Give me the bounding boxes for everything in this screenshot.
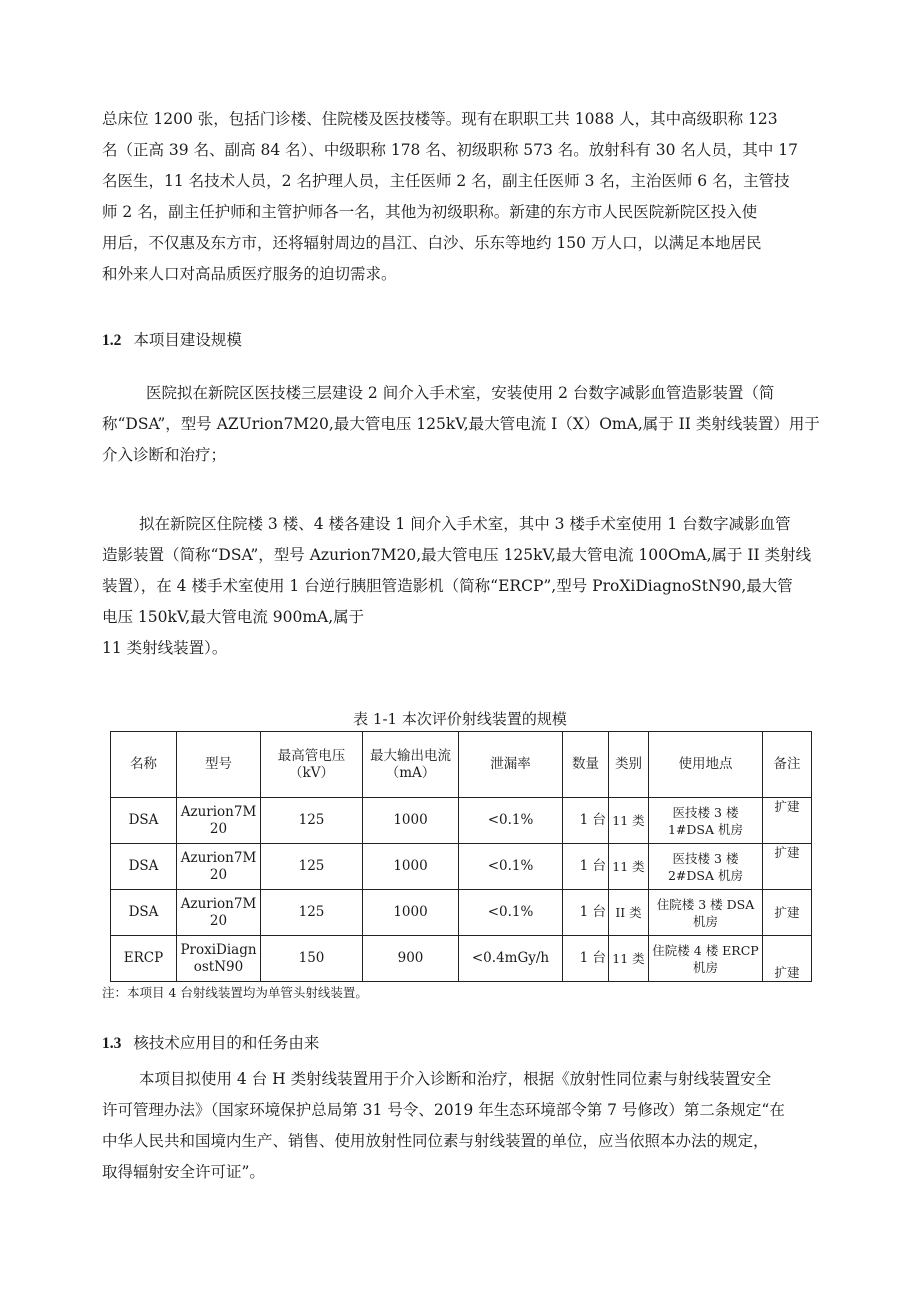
cell-model: Azurion7M20 (177, 798, 261, 844)
cell-current: 1000 (363, 798, 459, 844)
cell-name: ERCP (111, 936, 177, 982)
cell-name: DSA (111, 890, 177, 936)
header-model: 型号 (177, 732, 261, 798)
paragraph-scale-2 (102, 509, 824, 664)
cell-location: 医技楼 3 楼 1#DSA 机房 (649, 798, 763, 844)
cell-remark: 扩建 (763, 890, 812, 936)
section-number: 1.2 (102, 332, 122, 349)
paragraph-line: 名（正高 39 名、副高 84 名）、中级职称 178 名、初级职称 573 名。放射科有 30 名人员，其中 17 (102, 141, 799, 159)
paragraph-line: 电压 150kV,最大管电流 900mA,属于 (102, 608, 365, 626)
table-row (111, 844, 812, 890)
header-voltage: 最高管电压（kV） (261, 732, 363, 798)
paragraph-line: 中华人民共和国境内生产、销售、使用放射性同位素与射线装置的单位，应当依照本办法的规定， (102, 1132, 769, 1150)
table-row (111, 936, 812, 982)
paragraph-line: 取得辐射安全许可证”。 (102, 1163, 265, 1181)
paragraph-line: 介入诊断和治疗； (102, 446, 227, 464)
section-title: 核技术应用目的和任务由来 (133, 1034, 320, 1052)
cell-voltage: 150 (261, 936, 363, 982)
cell-name: DSA (111, 798, 177, 844)
paragraph-line: 称“DSA”，型号 AZUrion7M20,最大管电压 125kV,最大管电流 I（X）OmA,属于 II 类射线装置）用于 (102, 415, 820, 433)
table-header-row (111, 732, 812, 798)
cell-voltage: 125 (261, 844, 363, 890)
paragraph-line: 师 2 名，副主任护师和主管护师各一名，其他为初级职称。新建的东方市人民医院新院区投入使 (102, 203, 758, 221)
cell-quantity: 1 台 (563, 890, 609, 936)
header-remark: 备注 (763, 732, 812, 798)
table-row (111, 890, 812, 936)
paragraph-line: 用后，不仅惠及东方市，还将辐射周边的昌江、白沙、乐东等地约 150 万人口，以满足本地居民 (102, 234, 762, 252)
cell-remark: 扩建 (763, 936, 812, 982)
cell-location: 住院楼 4 楼 ERCP 机房 (649, 936, 763, 982)
cell-category: 11 类 (609, 936, 649, 982)
header-current: 最大输出电流（mA） (363, 732, 459, 798)
paragraph-line: 总床位 1200 张，包括门诊楼、住院楼及医技楼等。现有在职职工共 1088 人，其中高级职称 123 (102, 110, 778, 128)
cell-remark: 扩建 (763, 844, 812, 890)
paragraph-line: 本项目拟使用 4 台 H 类射线装置用于介入诊断和治疗，根据《放射性同位素与射线装置安全 (139, 1070, 772, 1088)
cell-current: 900 (363, 936, 459, 982)
cell-voltage: 125 (261, 798, 363, 844)
paragraph-line: 拟在新院区住院楼 3 楼、4 楼各建设 1 间介入手术室，其中 3 楼手术室使用 1 台数字减影血管 (139, 515, 791, 533)
paragraph-line: 医院拟在新院区医技楼三层建设 2 间介入手术室，安装使用 2 台数字减影血管造影装置（简 (146, 384, 775, 402)
section-title: 本项目建设规模 (133, 331, 242, 349)
header-name: 名称 (111, 732, 177, 798)
paragraph-scale-1 (102, 378, 824, 471)
cell-location: 住院楼 3 楼 DSA 机房 (649, 890, 763, 936)
cell-name: DSA (111, 844, 177, 890)
cell-current: 1000 (363, 890, 459, 936)
cell-model: ProxiDiagnostN90 (177, 936, 261, 982)
cell-current: 1000 (363, 844, 459, 890)
cell-leakage: <0.4mGy/h (459, 936, 563, 982)
cell-category: 11 类 (609, 844, 649, 890)
cell-category: 11 类 (609, 798, 649, 844)
cell-model: Azurion7M20 (177, 890, 261, 936)
paragraph-purpose (102, 1064, 824, 1188)
table-row (111, 798, 812, 844)
cell-quantity: 1 台 (563, 798, 609, 844)
section-heading-1-3 (102, 1031, 319, 1053)
header-quantity: 数量 (563, 732, 609, 798)
table-note: 注：本项目 4 台射线装置均为单管头射线装置。 (102, 985, 368, 1000)
header-location: 使用地点 (649, 732, 763, 798)
paragraph-line: 装置），在 4 楼手术室使用 1 台逆行胰胆管造影机（简称“ERCP”,型号 ProXiDiagnoStN90,最大管 (102, 577, 793, 595)
section-number: 1.3 (102, 1035, 122, 1052)
paragraph-line: 和外来人口对高品质医疗服务的迫切需求。 (102, 265, 397, 283)
paragraph-intro (102, 104, 824, 290)
cell-leakage: <0.1% (459, 844, 563, 890)
cell-leakage: <0.1% (459, 798, 563, 844)
header-leakage: 泄漏率 (459, 732, 563, 798)
cell-remark: 扩建 (763, 798, 812, 844)
cell-voltage: 125 (261, 890, 363, 936)
cell-quantity: 1 台 (563, 844, 609, 890)
table-caption: 表 1-1 本次评价射线装置的规模 (353, 710, 567, 728)
paragraph-line: 造影装置（简称“DSA”，型号 Azurion7M20,最大管电压 125kV,最大管电流 100OmA,属于 II 类射线 (102, 546, 812, 564)
cell-location: 医技楼 3 楼 2#DSA 机房 (649, 844, 763, 890)
device-table (110, 731, 812, 982)
paragraph-line: 许可管理办法》（国家环境保护总局第 31 号令、2019 年生态环境部令第 7 号修改）第二条规定“在 (102, 1101, 785, 1119)
cell-category: II 类 (609, 890, 649, 936)
section-heading-1-2 (102, 328, 242, 350)
cell-leakage: <0.1% (459, 890, 563, 936)
header-category: 类别 (609, 732, 649, 798)
cell-model: Azurion7M20 (177, 844, 261, 890)
cell-quantity: 1 台 (563, 936, 609, 982)
paragraph-line: 11 类射线装置）。 (102, 639, 228, 657)
paragraph-line: 名医生，11 名技术人员，2 名护理人员，主任医师 2 名，副主任医师 3 名，主治医师 6 名，主管技 (102, 172, 790, 190)
